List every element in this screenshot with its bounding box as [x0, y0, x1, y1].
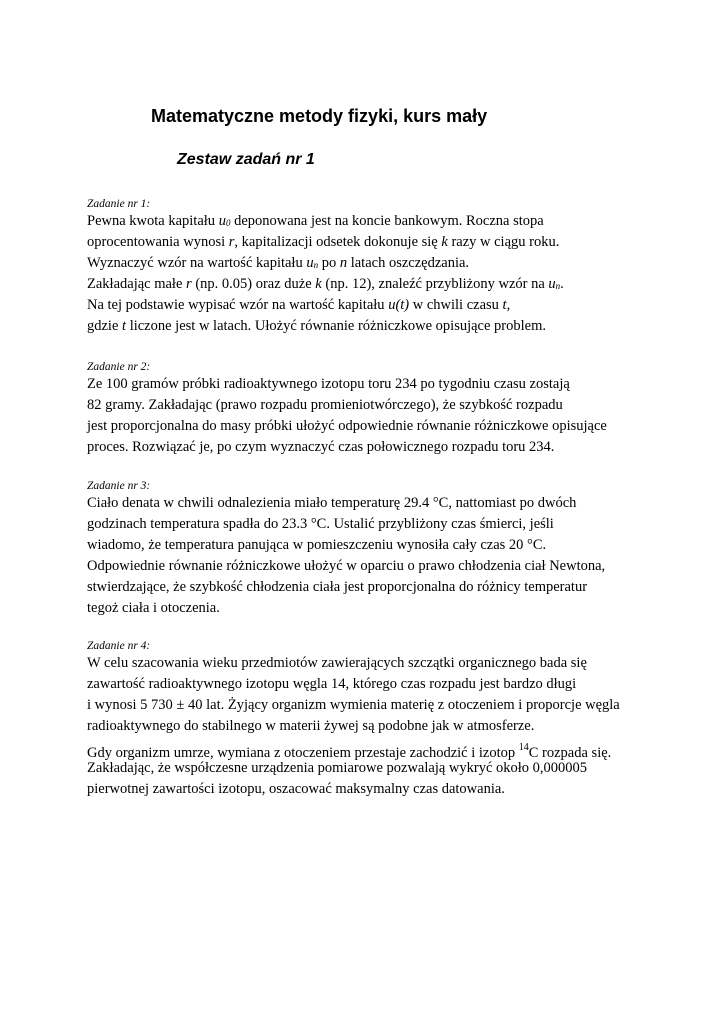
text-run: deponowana jest na koncie bankowym. Roczna stopa — [230, 213, 544, 229]
math-symbol: u — [548, 276, 556, 292]
text-run: pierwotnej zawartości izotopu, oszacować maksymalny czas datowania. — [87, 781, 505, 797]
task-text-line — [87, 758, 687, 779]
task-text-line — [87, 737, 687, 761]
text-run: Ze 100 gramów próbki radioaktywnego izotopu toru 234 po tygodniu czasu zostają — [87, 376, 570, 392]
text-run: oprocentowania wynosi — [87, 234, 229, 250]
task-text-line — [87, 274, 687, 295]
text-run: Odpowiednie równanie różniczkowe ułożyć w oparciu o prawo chłodzenia ciał Newtona, — [87, 558, 606, 574]
text-run: Zakładając, że współczesne urządzenia pomiarowe pozwalają wykryć około 0,000005 — [87, 760, 588, 776]
text-run: (np. 12), znaleźć przybliżony wzór na — [321, 276, 549, 292]
task-text-line — [87, 253, 687, 274]
text-run: Zakładając małe — [87, 276, 187, 292]
superscript: 14 — [518, 742, 529, 753]
task-text-line — [87, 232, 687, 253]
task-text-line — [87, 556, 687, 577]
text-run: Gdy organizm umrze, wymiana z otoczeniem przestaje zachodzić i izotop — [87, 745, 519, 761]
task-text-line — [87, 598, 687, 619]
math-symbol: k — [441, 234, 448, 250]
page-title: Matematyczne metody fizyki, kurs mały — [151, 106, 488, 126]
math-symbol: u — [218, 213, 226, 229]
text-run: radioaktywnego do stabilnego w materii żywej są podobne jak w atmosferze. — [87, 718, 535, 734]
math-symbol: n — [339, 255, 348, 271]
task-text-line — [87, 493, 687, 514]
task-text-line — [87, 716, 687, 737]
text-run: tegoż ciała i otoczenia. — [87, 600, 220, 616]
subscript: 0 — [225, 218, 231, 228]
task-text-line — [87, 535, 687, 556]
task-text-line — [87, 674, 687, 695]
task-text-line — [87, 416, 687, 437]
task-body — [87, 374, 687, 458]
task-text-line — [87, 437, 687, 458]
math-symbol: u — [306, 255, 314, 271]
subscript: n — [313, 260, 319, 270]
math-symbol: t — [502, 297, 507, 313]
text-run: . — [560, 276, 564, 292]
task-1 — [87, 197, 687, 337]
text-run: (np. 0.05) oraz duże — [191, 276, 316, 292]
task-3 — [87, 479, 687, 619]
text-run: godzinach temperatura spadła do 23.3 °C. Ustalić przybliżony czas śmierci, jeśli — [87, 516, 554, 532]
text-run: wiadomo, że temperatura panująca w pomieszczeniu wynosiła cały czas 20 °C. — [87, 537, 547, 553]
task-text-line — [87, 653, 687, 674]
text-run: jest proporcjonalna do masy próbki ułożyć odpowiednie równanie różniczkowe opisujące — [87, 418, 607, 434]
text-run: latach oszczędzania. — [347, 255, 470, 271]
task-body — [87, 653, 687, 800]
task-label: Zadanie nr 1: — [87, 198, 151, 210]
task-text-line — [87, 514, 687, 535]
text-run: proces. Rozwiązać je, po czym wyznaczyć czas połowicznego rozpadu toru 234. — [87, 439, 555, 455]
text-run: W celu szacowania wieku przedmiotów zawierających szczątki organicznego bada się — [87, 655, 587, 671]
text-run: Ciało denata w chwili odnalezienia miało temperaturę 29.4 °C, nattomiast po dwóch — [87, 495, 577, 511]
subscript: n — [555, 281, 561, 291]
text-run: Pewna kwota kapitału — [87, 213, 219, 229]
text-run: Wyznaczyć wzór na wartość kapitału — [87, 255, 307, 271]
math-symbol: r — [228, 234, 235, 250]
math-symbol: r — [186, 276, 192, 292]
task-4 — [87, 639, 687, 800]
task-2 — [87, 360, 687, 458]
text-run: C rozpada się. — [528, 745, 612, 761]
task-text-line — [87, 295, 687, 316]
task-label: Zadanie nr 2: — [87, 361, 151, 373]
math-symbol: u(t) — [388, 297, 410, 313]
page-subtitle: Zestaw zadań nr 1 — [177, 151, 315, 168]
task-text-line — [87, 695, 687, 716]
task-text-line — [87, 577, 687, 598]
text-run: , — [506, 297, 511, 313]
task-text-line — [87, 211, 687, 232]
task-text-line — [87, 395, 687, 416]
text-run: Na tej podstawie wypisać wzór na wartość kapitału — [87, 297, 389, 313]
task-body — [87, 211, 687, 337]
task-label: Zadanie nr 4: — [87, 640, 151, 652]
task-text-line — [87, 779, 687, 800]
task-body — [87, 493, 687, 619]
text-run: stwierdzające, że szybkość chłodzenia ciała jest proporcjonalna do różnicy temperatur — [87, 579, 588, 595]
text-run: po — [318, 255, 340, 271]
text-run: 82 gramy. Zakładając (prawo rozpadu promieniotwórczego), że szybkość rozpadu — [87, 397, 563, 413]
math-symbol: t — [122, 318, 127, 334]
text-run: i wynosi 5 730 ± 40 lat. Żyjący organizm wymienia materię z otoczeniem i proporcje węgla — [87, 697, 620, 713]
text-run: , kapitalizacji odsetek dokonuje się — [234, 234, 442, 250]
text-run: w chwili czasu — [409, 297, 503, 313]
text-run: zawartość radioaktywnego izotopu węgla 14, którego czas rozpadu jest bardzo długi — [87, 676, 577, 692]
math-symbol: k — [315, 276, 322, 292]
task-text-line — [87, 316, 687, 337]
text-run: gdzie — [87, 318, 123, 334]
text-run: liczone jest w latach. Ułożyć równanie różniczkowe opisujące problem. — [126, 318, 546, 334]
task-label: Zadanie nr 3: — [87, 480, 151, 492]
text-run: razy w ciągu roku. — [447, 234, 560, 250]
task-text-line — [87, 374, 687, 395]
